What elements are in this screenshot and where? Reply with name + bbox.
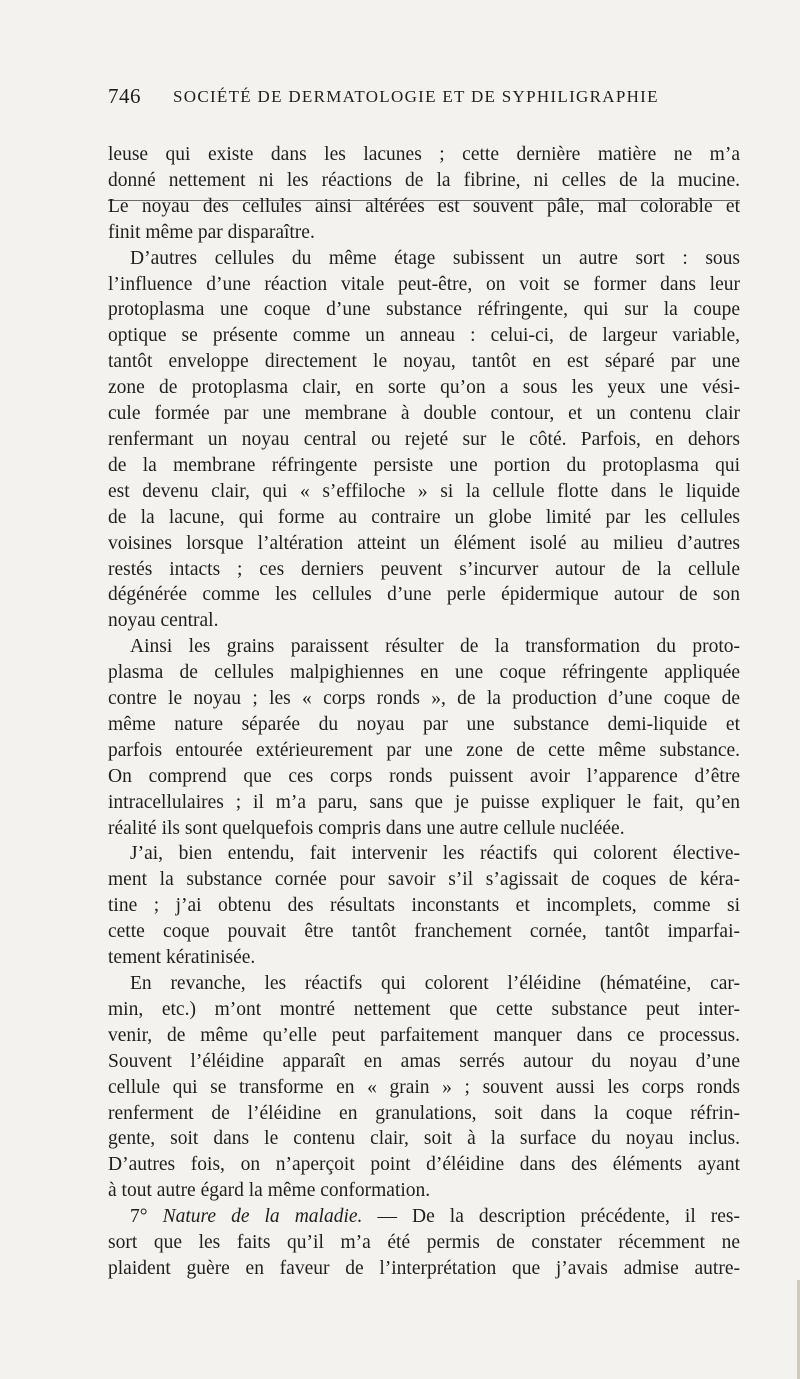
text-line: plaident guère en faveur de l’interprétation que j’avais admise autre- — [108, 1257, 740, 1279]
section-heading: Nature de la maladie. — [162, 1206, 363, 1228]
journal-title: SOCIÉTÉ DE DERMATOLOGIE ET DE SYPHILIGRAPHIE — [173, 87, 659, 106]
text-line: de la membrane réfringente persiste une portion du protoplasma qui — [108, 454, 740, 476]
text-line: même nature séparée du noyau par une substance demi-liquide et — [108, 713, 740, 735]
text-line: sort que les faits qu’il m’a été permis de constater récemment ne — [108, 1232, 740, 1254]
text-line: min, etc.) m’ont montré nettement que cette substance peut inter- — [108, 998, 740, 1020]
text-line: On comprend que ces corps ronds puissent avoir l’apparence d’être — [108, 765, 740, 787]
text-line: venir, de même qu’elle peut parfaitement manquer dans ce processus. — [108, 1024, 740, 1046]
section-number: 7° — [130, 1206, 163, 1228]
text-line: ment la substance cornée pour savoir s’il s’agissait de coques de kéra- — [108, 869, 740, 891]
text-line: Souvent l’éléidine apparaît en amas serrés autour du noyau d’une — [108, 1050, 740, 1072]
text-line: protoplasma une coque d’une substance réfringente, qui sur la coupe — [108, 299, 740, 321]
text-line: renfermant un noyau central ou rejeté sur le côté. Parfois, en dehors — [108, 428, 740, 450]
text-line: renferment de l’éléidine en granulations, soit dans la coque réfrin- — [108, 1102, 740, 1124]
text-line: Ainsi les grains paraissent résulter de la transformation du proto- — [130, 636, 740, 658]
text-line: gente, soit dans le contenu clair, soit à la surface du noyau inclus. — [108, 1128, 740, 1150]
text-line: voisines lorsque l’altération atteint un élément isolé au milieu d’autres — [108, 532, 740, 554]
section-heading-line — [108, 1204, 740, 1230]
text-line: finit même par disparaître. — [108, 221, 315, 243]
body-text — [108, 142, 740, 1282]
text-line: D’autres cellules du même étage subissent un autre sort : sous — [130, 247, 740, 269]
text-line: tine ; j’ai obtenu des résultats inconstants et incomplets, comme si — [108, 895, 740, 917]
text-line: leuse qui existe dans les lacunes ; cette dernière matière ne m’a — [108, 144, 740, 165]
text-line: cette coque pouvait être tantôt franchement cornée, tantôt imparfai- — [108, 921, 740, 943]
text-line: tantôt enveloppe directement le noyau, tantôt en est séparé par une — [108, 351, 740, 373]
text-line: tement kératinisée. — [108, 947, 256, 969]
text-line: cule formée par une membrane à double contour, et un contenu clair — [108, 403, 740, 425]
text-line: optique se présente comme un anneau : celui-ci, de largeur variable, — [108, 325, 740, 347]
document-page — [108, 80, 740, 116]
text-line: de la lacune, qui forme au contraire un globe limité par les cellules — [108, 506, 740, 528]
text-line: est devenu clair, qui « s’effiloche » si la cellule flotte dans le liquide — [108, 480, 740, 502]
text-line: contre le noyau ; les « corps ronds », de la production d’une coque de — [108, 688, 740, 710]
text-line: Le noyau des cellules ainsi altérées est souvent pâle, mal colorable et — [108, 195, 740, 217]
text-line: dégénérée comme les cellules d’une perle épidermique autour de son — [108, 584, 740, 606]
text-line: donné nettement ni les réactions de la fibrine, ni celles de la mucine. — [108, 169, 740, 191]
text-line: parfois entourée extérieurement par une zone de cette même substance. — [108, 739, 740, 761]
text-line: noyau central. — [108, 610, 219, 632]
text-line: à tout autre égard la même conformation. — [108, 1180, 431, 1202]
text-line: cellule qui se transforme en « grain » ; souvent aussi les corps ronds — [108, 1076, 740, 1098]
text-line: zone de protoplasma clair, en sorte qu’on a sous les yeux une vési- — [108, 377, 740, 399]
text-line: réalité ils sont quelquefois compris dans une autre cellule nucléée. — [108, 817, 625, 839]
text-line: restés intacts ; ces derniers peuvent s’incurver autour de la cellule — [108, 558, 740, 580]
section-line-text: — De la description précédente, il res- — [377, 1206, 741, 1228]
page-number: 746 — [108, 84, 141, 108]
text-line: intracellulaires ; il m’a paru, sans que je puisse expliquer le fait, qu’en — [108, 791, 740, 813]
text-line: l’influence d’une réaction vitale peut-être, on voit se former dans leur — [108, 273, 740, 295]
text-line: En revanche, les réactifs qui colorent l’éléidine (hématéine, car- — [130, 973, 740, 994]
text-line: D’autres fois, on n’aperçoit point d’éléidine dans des éléments ayant — [108, 1154, 740, 1176]
text-line: plasma de cellules malpighiennes en une coque réfringente appliquée — [108, 662, 740, 684]
text-line: J’ai, bien entendu, fait intervenir les réactifs qui colorent électivе- — [130, 843, 740, 865]
running-header — [108, 80, 740, 116]
